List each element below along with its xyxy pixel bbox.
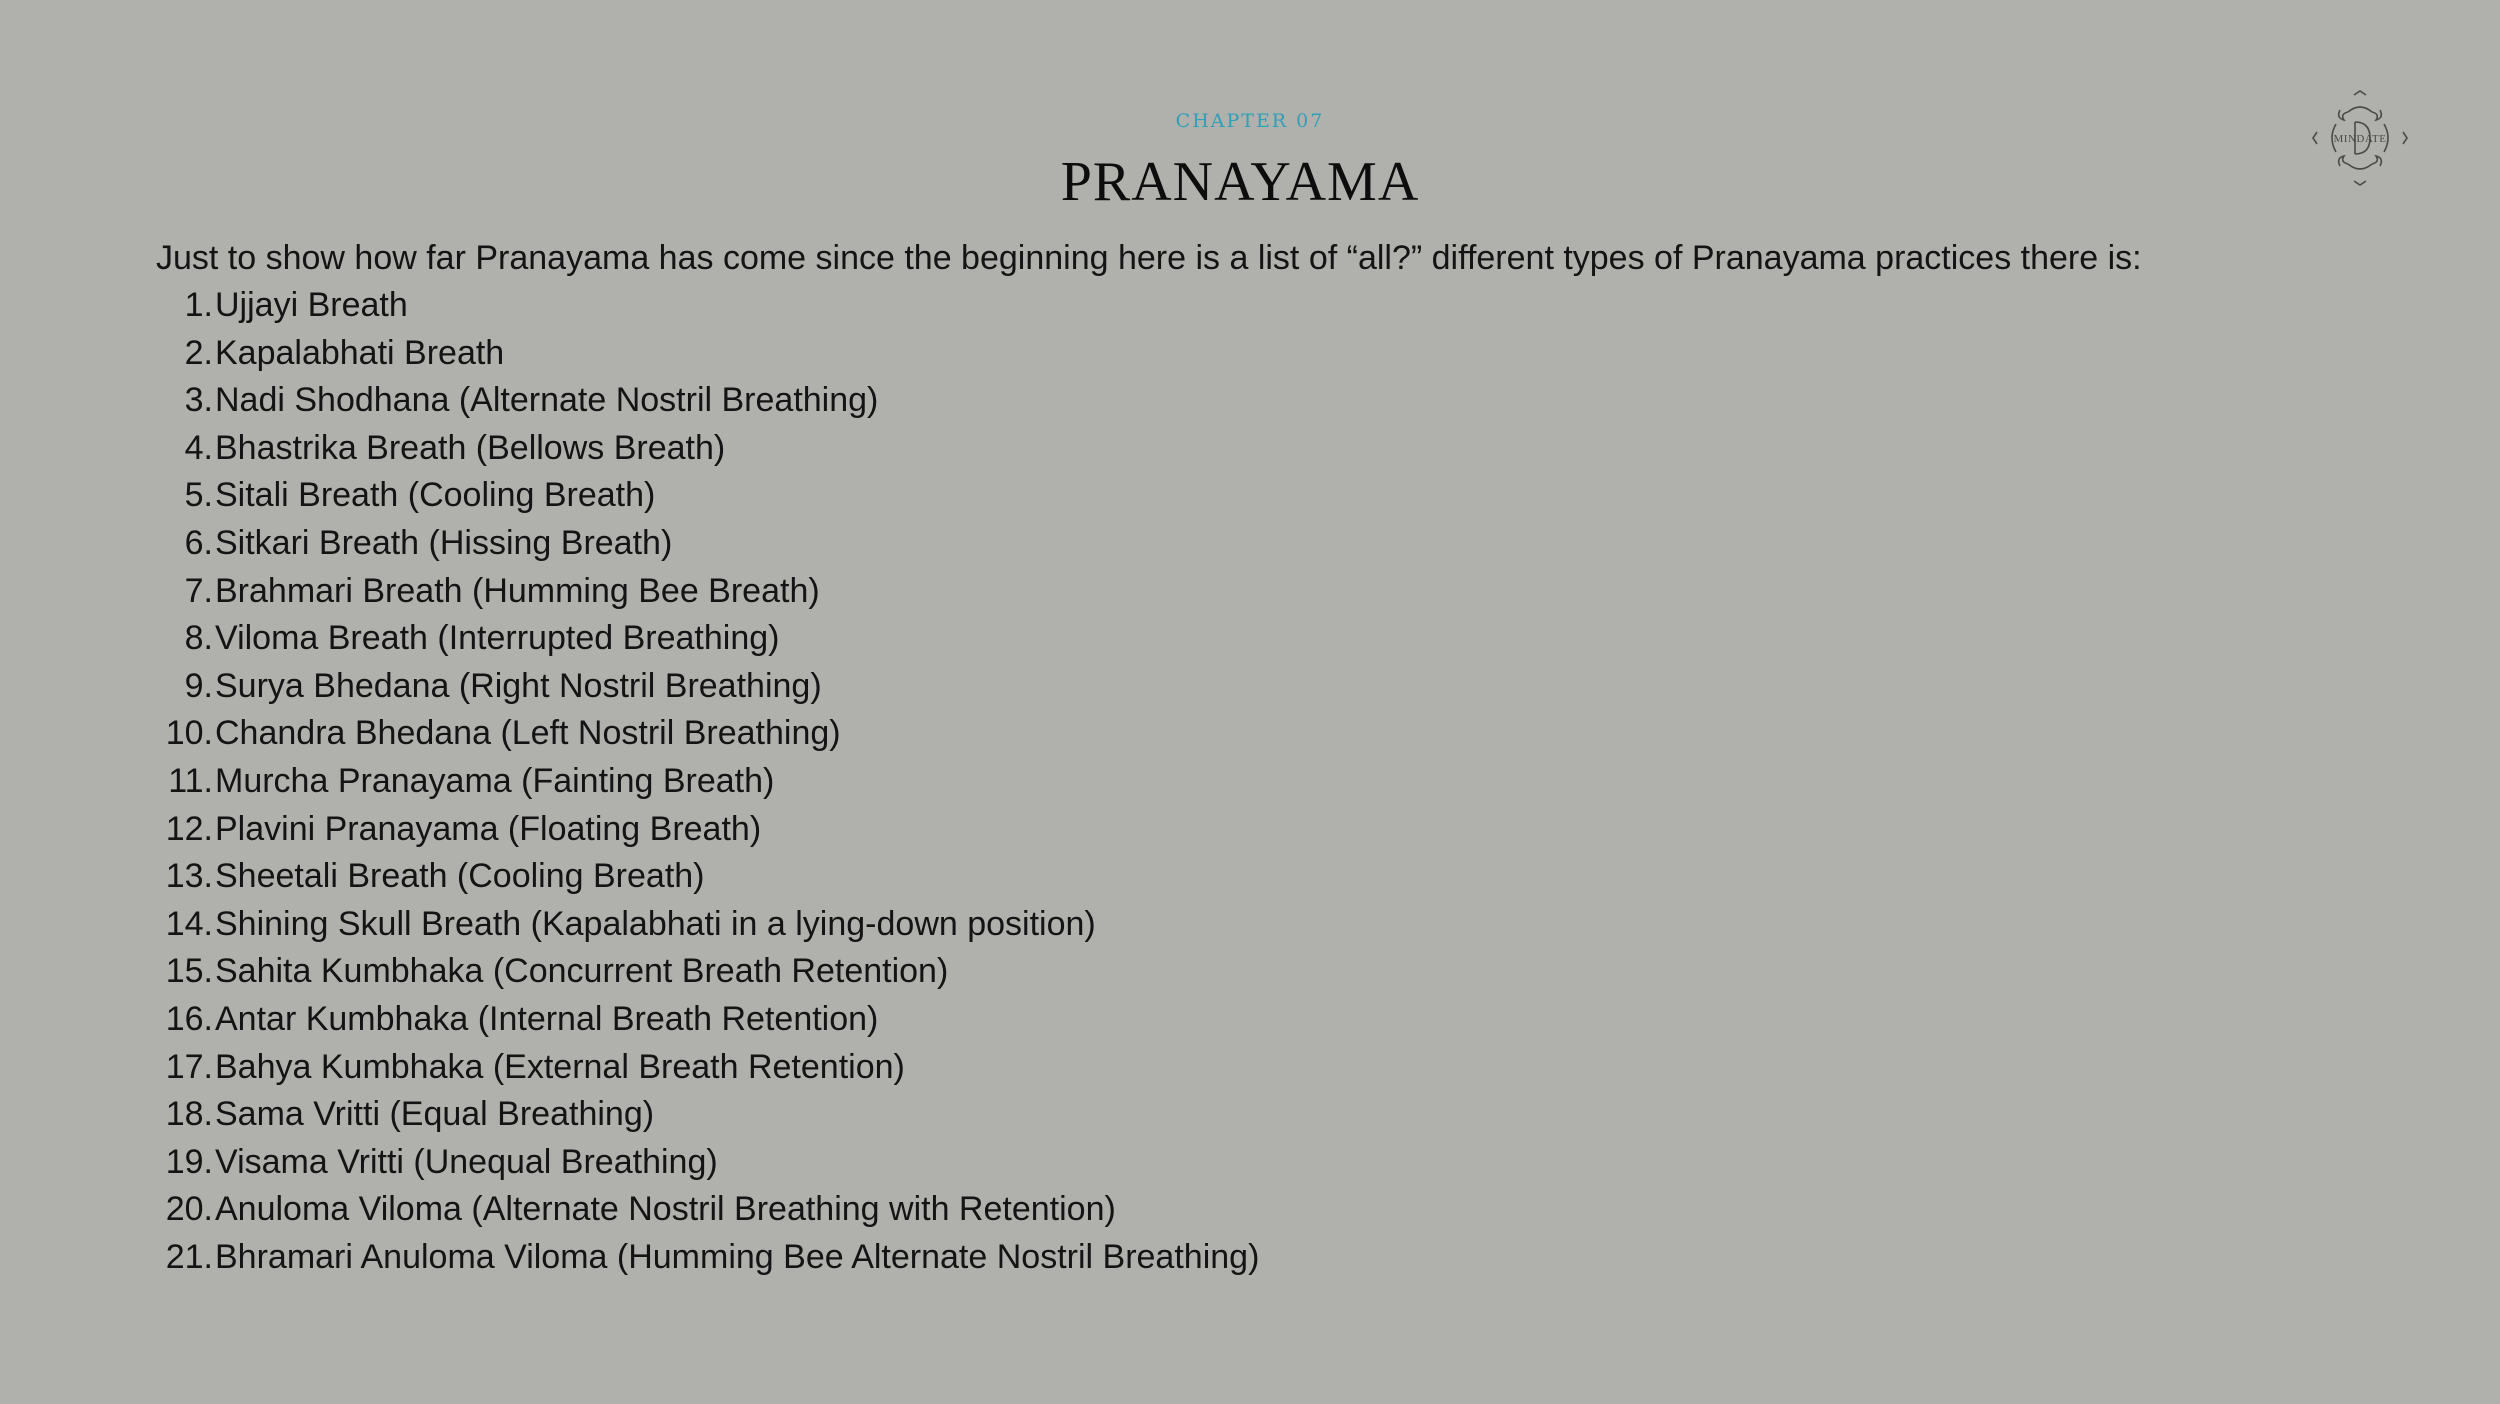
- list-item: [156, 425, 1259, 473]
- list-item-text: Murcha Pranayama (Fainting Breath): [215, 761, 775, 800]
- list-item-text: Antar Kumbhaka (Internal Breath Retention): [215, 999, 879, 1038]
- list-item-number: 20.: [165, 1190, 213, 1229]
- list-item-text: Visama Vritti (Unequal Breathing): [215, 1142, 718, 1181]
- list-item-number: 19.: [165, 1142, 213, 1181]
- list-item-number: 4.: [184, 428, 213, 467]
- list-item-number: 2.: [184, 333, 213, 372]
- list-item-number: 18.: [165, 1095, 213, 1134]
- list-item: [156, 901, 1259, 949]
- list-item-text: Bahya Kumbhaka (External Breath Retention): [215, 1047, 905, 1086]
- list-item-number: 3.: [184, 381, 213, 420]
- list-item: [156, 330, 1259, 378]
- list-item-number: 11.: [168, 761, 213, 800]
- list-item: [156, 1091, 1259, 1139]
- list-item-text: Nadi Shodhana (Alternate Nostril Breathing): [215, 381, 879, 420]
- list-item-text: Brahmari Breath (Humming Bee Breath): [215, 571, 820, 610]
- list-item-number: 12.: [165, 809, 213, 848]
- list-item-number: 16.: [165, 999, 213, 1038]
- list-item: [156, 282, 1259, 330]
- list-item-number: 6.: [184, 523, 213, 562]
- list-item-number: 21.: [165, 1237, 213, 1276]
- list-item: [156, 758, 1259, 806]
- list-item: [156, 377, 1259, 425]
- list-item-text: Kapalabhati Breath: [215, 333, 505, 372]
- list-item-text: Sama Vritti (Equal Breathing): [215, 1095, 655, 1134]
- list-item-text: Chandra Bhedana (Left Nostril Breathing): [215, 714, 841, 753]
- list-item-number: 15.: [165, 952, 213, 991]
- list-item-number: 13.: [165, 857, 213, 896]
- list-item-text: Ujjayi Breath: [215, 286, 408, 324]
- list-item-number: 1.: [184, 286, 213, 324]
- logo-graphic: [2310, 88, 2410, 188]
- list-item-number: 5.: [184, 476, 213, 515]
- list-item-number: 8.: [184, 619, 213, 658]
- list-item: [156, 1234, 1259, 1282]
- list-item-text: Anuloma Viloma (Alternate Nostril Breathing with Retention): [215, 1190, 1116, 1229]
- list-item-text: Shining Skull Breath (Kapalabhati in a lying-down position): [215, 904, 1096, 943]
- chapter-label: CHAPTER 07: [1175, 110, 1325, 132]
- list-item-number: 9.: [184, 666, 213, 705]
- list-item: [156, 1139, 1259, 1187]
- list-item-number: 14.: [165, 904, 213, 943]
- page-title: PRANAYAMA: [1060, 151, 1420, 213]
- list-item-text: Bhastrika Breath (Bellows Breath): [215, 428, 726, 467]
- list-item-text: Sitkari Breath (Hissing Breath): [215, 523, 673, 562]
- list-item: [156, 853, 1259, 901]
- list-item: [156, 806, 1259, 854]
- list-item-text: Bhramari Anuloma Viloma (Humming Bee Alternate Nostril Breathing): [215, 1237, 1260, 1276]
- list-item: [156, 1186, 1259, 1234]
- list-item: [156, 615, 1259, 663]
- list-item: [156, 520, 1259, 568]
- lotus-logo-icon: [2310, 88, 2410, 188]
- list-item-text: Surya Bhedana (Right Nostril Breathing): [215, 666, 822, 705]
- list-item-text: Sahita Kumbhaka (Concurrent Breath Retention): [215, 952, 949, 991]
- intro-paragraph: Just to show how far Pranayama has come since the beginning here is a list of “all?” different types of Pranayama practices there is:: [156, 239, 2142, 277]
- list-item: [156, 1044, 1259, 1092]
- list-item: [156, 472, 1259, 520]
- list-item: [156, 948, 1259, 996]
- list-item-number: 7.: [184, 571, 213, 610]
- list-item: [156, 663, 1259, 711]
- practice-list: [156, 282, 1259, 1281]
- list-item-text: Sitali Breath (Cooling Breath): [215, 476, 656, 515]
- logo-text: MINDATE: [2333, 133, 2387, 145]
- list-item-text: Viloma Breath (Interrupted Breathing): [215, 619, 780, 658]
- list-item-number: 10.: [165, 714, 213, 753]
- list-item: [156, 996, 1259, 1044]
- list-item: [156, 568, 1259, 616]
- list-item-text: Sheetali Breath (Cooling Breath): [215, 857, 705, 896]
- list-item-number: 17.: [165, 1047, 213, 1086]
- list-item-text: Plavini Pranayama (Floating Breath): [215, 809, 762, 848]
- list-item: [156, 710, 1259, 758]
